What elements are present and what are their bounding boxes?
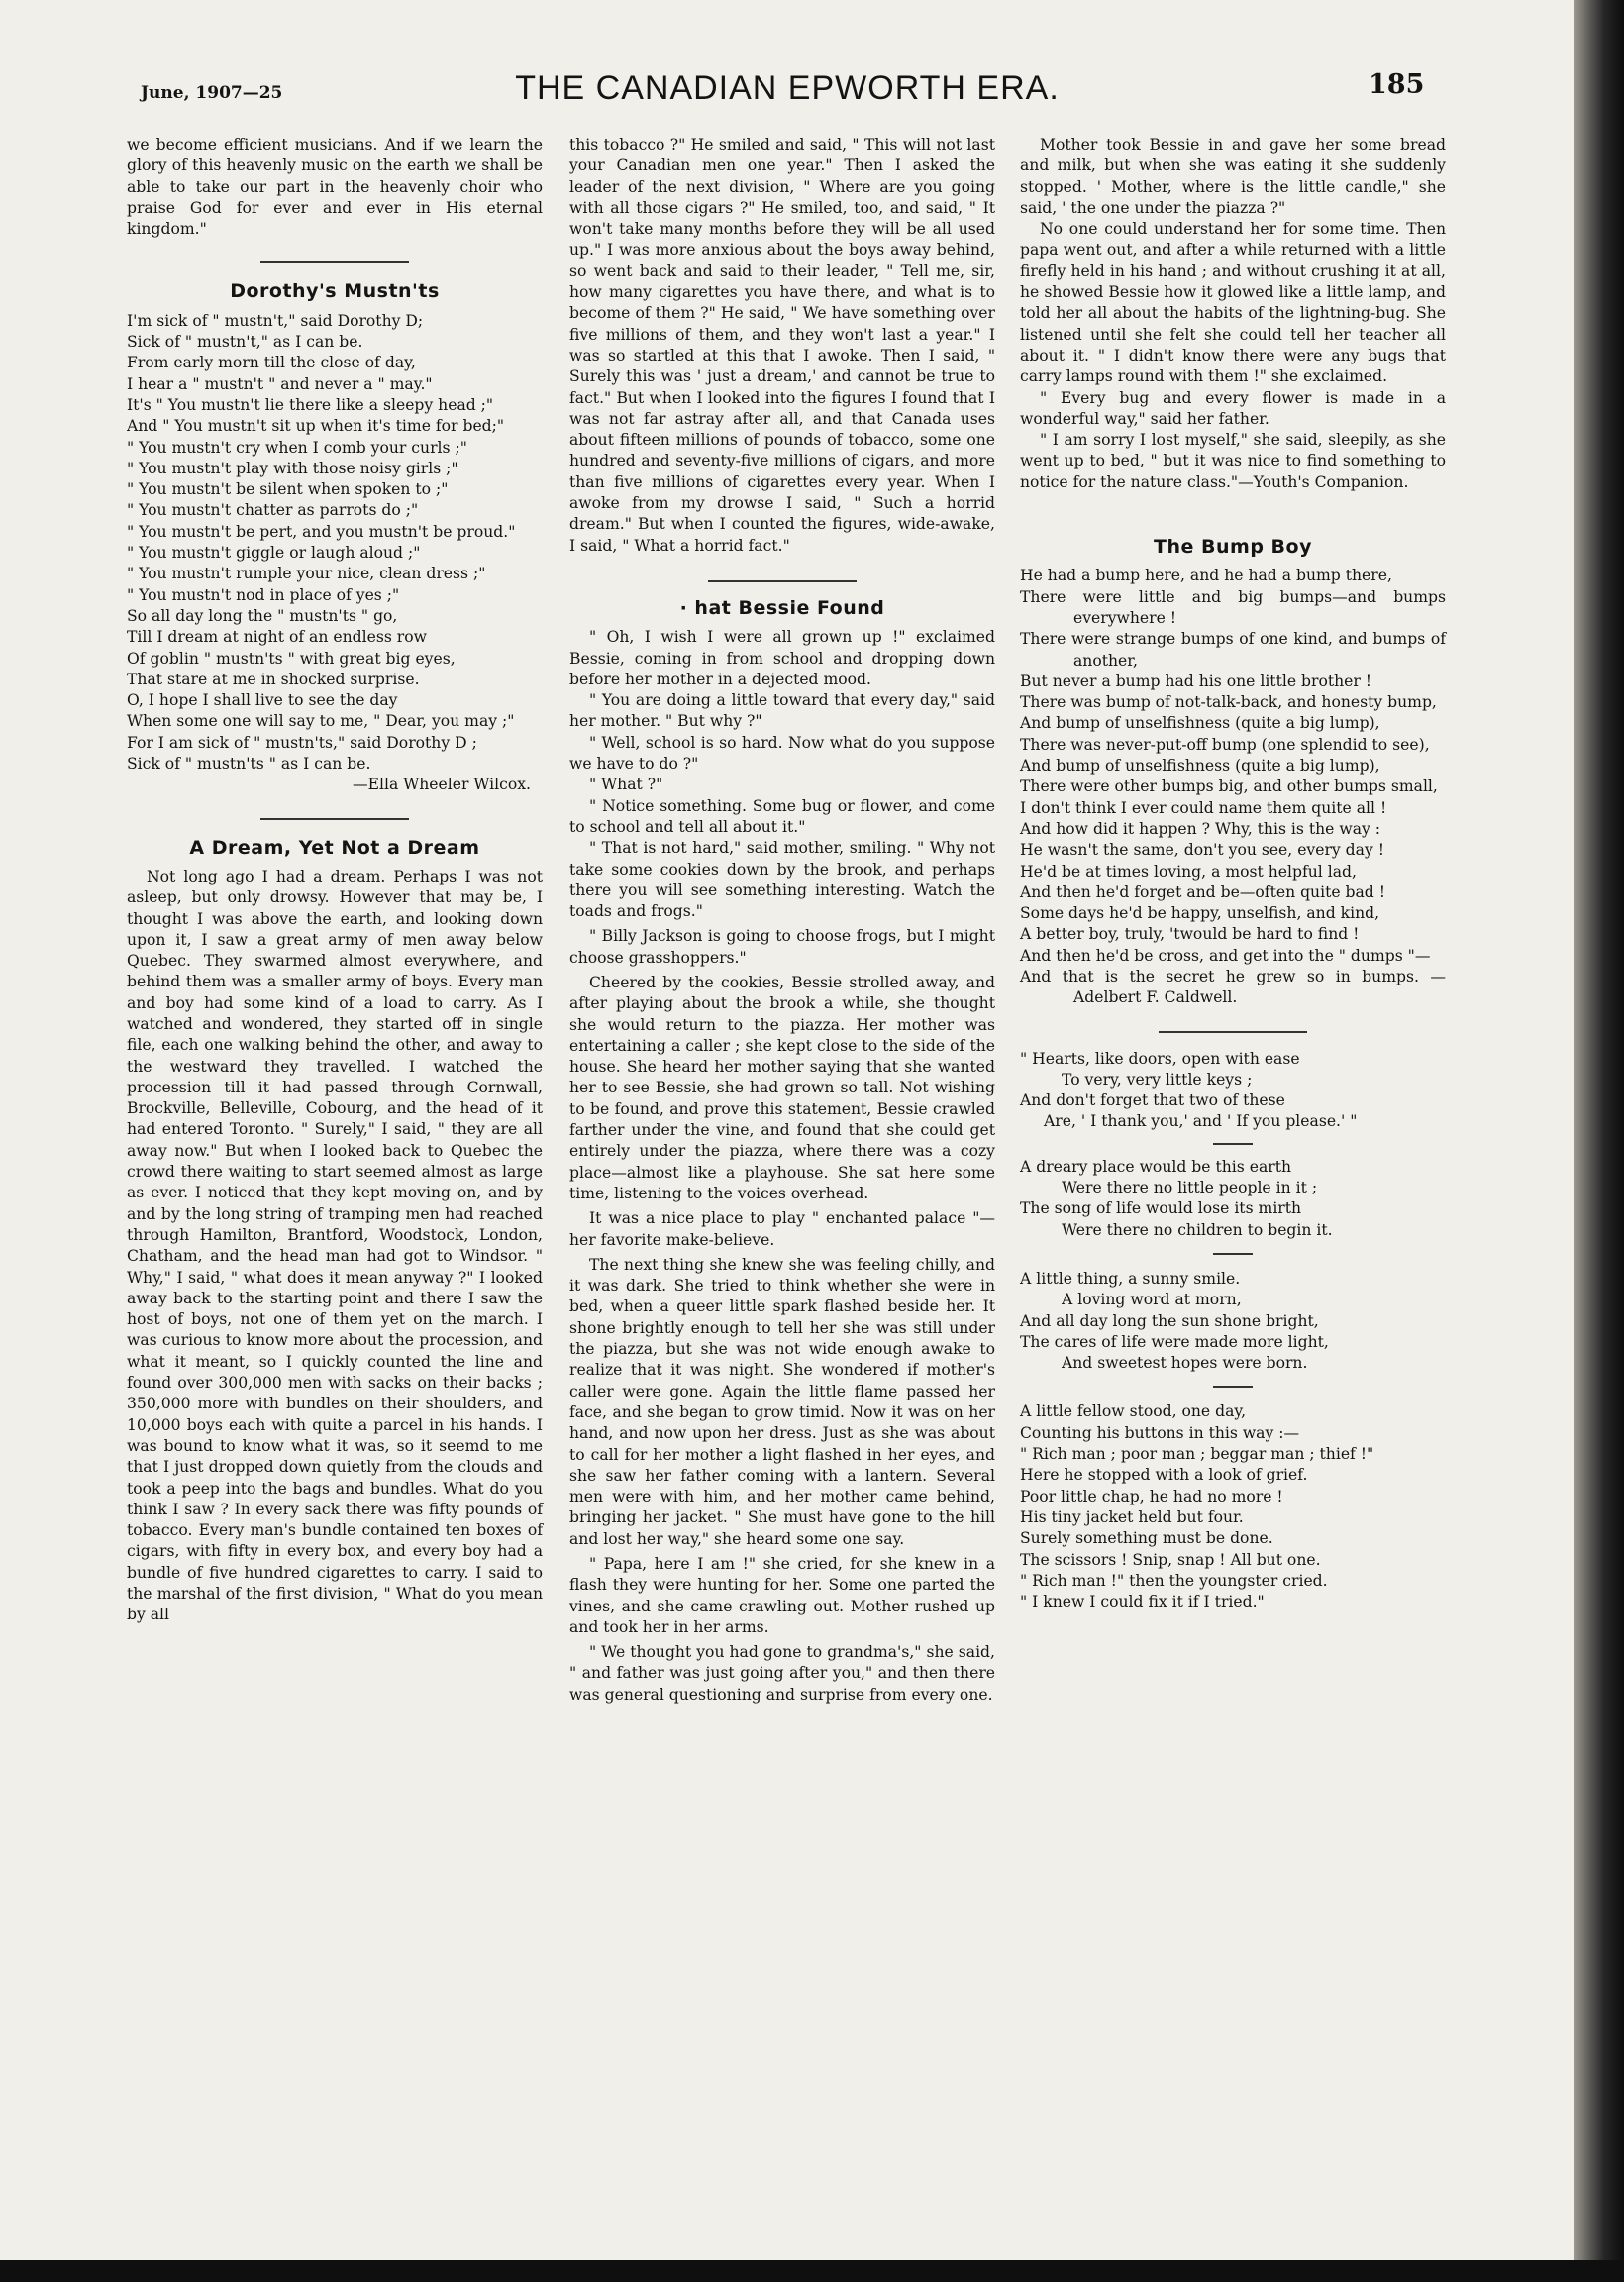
poem-line: " You mustn't cry when I comb your curls ;" <box>127 438 467 457</box>
paragraph: " I am sorry I lost myself," she said, sleepily, as she went up to bed, " but it was nice to find something to notice for the nature class."—Youth's Companion. <box>1020 431 1446 491</box>
poem-smile <box>1020 1269 1446 1374</box>
poem-line: There was bump of not-talk-back, and honesty bump, <box>1020 693 1437 712</box>
poem-line: It's " You mustn't lie there like a sleepy head ;" <box>127 395 494 414</box>
poem-line: He wasn't the same, don't you see, every day ! <box>1020 841 1384 860</box>
poem-line: Till I dream at night of an endless row <box>127 628 427 647</box>
poem-line: From early morn till the close of day, <box>127 354 416 372</box>
poem-line: There were little and big bumps—and bumps everywhere ! <box>1020 587 1446 627</box>
poem-line: Were there no children to begin it. <box>1062 1220 1333 1239</box>
paragraph: " Papa, here I am !" she cried, for she knew in a flash they were hunting for her. Some one parted the vines, and she came crawling out. Mother rushed up and took her in her arms. <box>569 1555 995 1636</box>
poem-line: A better boy, truly, 'twould be hard to find ! <box>1020 925 1360 944</box>
paragraph: " You are doing a little toward that every day," said her mother. " But why ?" <box>569 691 995 731</box>
poem-title-dorothy: Dorothy's Mustn'ts <box>230 280 440 303</box>
poem-line: Are, ' I thank you,' and ' If you please.' " <box>1044 1112 1358 1131</box>
poem-line: " You mustn't play with those noisy girls ;" <box>127 459 458 477</box>
poem-line: Poor little chap, he had no more ! <box>1020 1487 1283 1505</box>
poem-line: And bump of unselfishness (quite a big lump), <box>1020 757 1380 776</box>
poem-line: There were other bumps big, and other bumps small, <box>1020 778 1438 796</box>
poem-bump-boy <box>1020 566 1446 1008</box>
poem-line: I'm sick of " mustn't," said Dorothy D; <box>127 311 424 330</box>
poem-line: " You mustn't chatter as parrots do ;" <box>127 501 419 520</box>
poem-line: Sick of " mustn'ts " as I can be. <box>127 755 371 774</box>
poem-line: There was never-put-off bump (one splendid to see), <box>1020 735 1430 754</box>
poem-line: And bump of unselfishness (quite a big lump), <box>1020 714 1380 733</box>
poem-dorothy <box>127 311 543 776</box>
paragraph: " What ?" <box>589 776 663 794</box>
poem-line: That stare at me in shocked surprise. <box>127 670 420 688</box>
page-bottom-shadow <box>0 2260 1624 2282</box>
section-divider <box>260 818 409 820</box>
poem-hearts <box>1020 1049 1446 1133</box>
poem-line: There were strange bumps of one kind, and bumps of another, <box>1020 630 1446 670</box>
poem-line: " You mustn't giggle or laugh aloud ;" <box>127 544 421 563</box>
column-2 <box>569 135 995 1706</box>
issue-date: June, 1907—25 <box>141 83 283 103</box>
paragraph: " Oh, I wish I were all grown up !" exclaimed Bessie, coming in from school and dropping down before her mother in a dejected mood. <box>569 628 995 688</box>
article-body-bessie-continued <box>1020 135 1446 493</box>
poem-line: " I knew I could fix it if I tried." <box>1020 1593 1265 1611</box>
article-title-dream: A Dream, Yet Not a Dream <box>189 836 480 859</box>
article-intro-continuation: we become efficient musicians. And if we learn the glory of this heavenly music on the earth we shall be able to take our part in the heavenly choir who praise God for ever and ever in His eternal kingdom." <box>127 136 543 239</box>
article-body-dream-continued: this tobacco ?" He smiled and said, " This will not last your Canadian men one year." Then I asked the leader of the next division, " Where are you going with all those cigars ?" He smiled, too, and said, " It won't take many months before they will be all used up." I was more anxious about the boys away behind, so went back and said to their leader, " Tell me, sir, how many cigarettes you have there, and what is to become of them ?" He said, " We have something over five millions of them, and they won't last a year." I was so startled at this that I awoke. Then I said, " Surely this was ' just a dream,' and cannot be true to fact." But when I looked into the figures I found that I was not far astray after all, and that Canada uses about fifteen millions of pounds of tobacco, some one hundred and seventy-five millions of cigars, and more than five millions of cigarettes every year. When I awoke from my drowse I said, " Such a horrid dream." But when I counted the figures, wide-awake, I said, " What a horrid fact." <box>569 136 995 555</box>
poem-line: And then he'd be cross, and get into the " dumps "— <box>1020 946 1431 965</box>
poem-last-line: And that is the secret he grew so in bumps. <box>1020 967 1431 985</box>
paragraph: Cheered by the cookies, Bessie strolled away, and after playing about the brook a while, she thought she would return to the piazza. Her mother was entertaining a caller ; she kept close to the side of the house. She heard her mother saying that she wanted her to see Bessie, she had grown so tall. Not wishing to be found, and prove this statement, Bessie crawled farther under the vine, and found that she could get entirely under the piazza, where there was a cozy place—almost like a playhouse. She sat here some time, listening to the voices overhead. <box>569 973 995 1202</box>
poem-line: A loving word at morn, <box>1062 1291 1242 1309</box>
poem-line: Surely something must be done. <box>1020 1529 1273 1548</box>
poem-line: The cares of life were made more light, <box>1020 1332 1329 1351</box>
poem-line: So all day long the " mustn'ts " go, <box>127 606 398 625</box>
paragraph: " Billy Jackson is going to choose frogs, but I might choose grasshoppers." <box>569 927 995 967</box>
poem-little-fellow <box>1020 1401 1446 1612</box>
poem-line: Some days he'd be happy, unselfish, and kind, <box>1020 904 1380 923</box>
poem-line: Of goblin " mustn'ts " with great big eyes, <box>127 649 456 668</box>
poem-line: His tiny jacket held but four. <box>1020 1507 1244 1526</box>
poem-line: " Rich man ; poor man ; beggar man ; thief !" <box>1020 1445 1374 1464</box>
poem-line: When some one will say to me, " Dear, you may ;" <box>127 712 515 731</box>
poem-author-dorothy: —Ella Wheeler Wilcox. <box>353 776 531 794</box>
poem-line: And " You mustn't sit up when it's time for bed;" <box>127 417 505 436</box>
paragraph: " Notice something. Some bug or flower, and come to school and tell all about it." <box>569 796 995 836</box>
poem-line: Here he stopped with a look of grief. <box>1020 1466 1308 1485</box>
poem-line: " You mustn't be pert, and you mustn't be proud." <box>127 522 516 541</box>
section-divider <box>1213 1253 1253 1255</box>
poem-line: A little fellow stood, one day, <box>1020 1402 1247 1421</box>
poem-line: " You mustn't nod in place of yes ;" <box>127 585 400 604</box>
publication-title: THE CANADIAN EPWORTH ERA. <box>515 69 1060 107</box>
poem-line: But never a bump had his one little brother ! <box>1020 672 1372 690</box>
poem-line: And how did it happen ? Why, this is the way : <box>1020 819 1381 838</box>
article-body-dream: Not long ago I had a dream. Perhaps I was not asleep, but only drowsy. However that may be, I thought I was above the earth, and looking down upon it, I saw a great army of men away below Quebec. They swarmed almost everywhere, and behind them was a smaller army of boys. Every man and boy had some kind of a load to carry. As I watched and wondered, they started off in single file, each one walking behind the other, and away to the westward they travelled. I watched the procession till it had passed through Cornwall, Brockville, Belleville, Cobourg, and the head of it had entered Toronto. " Surely," I said, " they are all away now." But when I looked back to Quebec the crowd there waiting to start seemed almost as large as ever. I noticed that they kept moving on, and by and by the long string of tramping men had reached through Hamilton, Brantford, Woodstock, London, Chatham, and the head man had got to Windsor. " Why," I said, " what does it mean anyway ?" I looked away back to the starting point and there I saw the host of boys, not one of them yet on the march. I was curious to know more about the procession, and what it meant, so I quickly counted the line and found over 300,000 men with sacks on their backs ; 350,000 more with bundles on their shoulders, and 10,000 boys each with quite a parcel in his hands. I was bound to know what it was, so it seemd to me that I just dropped down quietly from the clouds and took a peep into the bags and bundles. What do you think I saw ? In every sack there was fifty pounds of tobacco. Every man's bundle contained ten boxes of cigars, with fifty in every box, and every boy had a bundle of five hundred cigarettes to carry. I said to the marshal of the first division, " What do you mean by all <box>127 867 543 1624</box>
poem-line: The scissors ! Snip, snap ! All but one. <box>1020 1550 1321 1569</box>
poem-line <box>1020 967 1446 1009</box>
paragraph: " We thought you had gone to grandma's," she said, " and father was just going after you," and then there was general questioning and surprise from every one. <box>569 1643 995 1704</box>
poem-line: And then he'd forget and be—often quite bad ! <box>1020 882 1386 901</box>
paragraph: It was a nice place to play " enchanted palace "—her favorite make-believe. <box>569 1209 995 1249</box>
book-spine-shadow <box>1574 0 1624 2282</box>
paragraph: " Every bug and every flower is made in a wonderful way," said her father. <box>1020 388 1446 428</box>
page-number: 185 <box>1369 69 1425 100</box>
poem-dreary <box>1020 1157 1446 1241</box>
poem-line: He had a bump here, and he had a bump there, <box>1020 567 1392 585</box>
poem-line: He'd be at times loving, a most helpful lad, <box>1020 862 1357 881</box>
section-divider <box>1159 1031 1307 1033</box>
poem-line: Counting his buttons in this way :— <box>1020 1423 1300 1442</box>
paragraph: " Well, school is so hard. Now what do you suppose we have to do ?" <box>569 733 995 774</box>
poem-line: And don't forget that two of these <box>1020 1091 1285 1110</box>
article-body-bessie <box>569 627 995 1706</box>
section-divider <box>1213 1386 1253 1388</box>
poem-line: A little thing, a sunny smile. <box>1020 1269 1241 1288</box>
paragraph: " That is not hard," said mother, smiling. " Why not take some cookies down by the brook, and perhaps there you will see something interesting. Watch the toads and frogs." <box>569 839 995 921</box>
section-divider <box>260 261 409 263</box>
poem-line: Were there no little people in it ; <box>1062 1179 1318 1197</box>
poem-author-bump-boy: —Adelbert F. Caldwell. <box>1073 967 1446 1007</box>
poem-line: I hear a " mustn't " and never a " may." <box>127 374 433 393</box>
section-divider <box>1213 1143 1253 1145</box>
poem-line: To very, very little keys ; <box>1062 1070 1253 1089</box>
poem-line: And all day long the sun shone bright, <box>1020 1311 1319 1330</box>
paragraph: No one could understand her for some time. Then papa went out, and after a while returned with a little firefly held in his hand ; and without crushing it at all, he showed Bessie how it glowed like a little lamp, and told her all about the habits of the lightning-bug. She listened until she felt she could tell her teacher all about it. " I didn't know there were any bugs that carry lamps round with them !" she exclaimed. <box>1020 220 1446 386</box>
paragraph: Mother took Bessie in and gave her some bread and milk, but when she was eating it she suddenly stopped. ' Mother, where is the little candle," she said, ' the one under the piazza ?" <box>1020 136 1446 217</box>
poem-title-bump-boy: The Bump Boy <box>1154 536 1312 559</box>
paragraph: The next thing she knew she was feeling chilly, and it was dark. She tried to think whether she were in bed, when a queer little spark flashed beside her. It shone brightly enough to tell her she was still under the piazza, but she was not wide enough awake to realize that it was night. She wondered if mother's caller were gone. Again the little flame passed her face, and she began to grow timid. Now it was on her hand, and now upon her dress. Just as she was about to call for her mother a light flashed in her eyes, and she saw her father coming with a lantern. Several men were with him, and her mother came behind, bringing her jacket. " She must have gone to the hill and lost her way," she heard some one say. <box>569 1255 995 1548</box>
poem-line: The song of life would lose its mirth <box>1020 1199 1302 1218</box>
poem-line: A dreary place would be this earth <box>1020 1157 1292 1176</box>
article-title-bessie: · hat Bessie Found <box>679 596 885 619</box>
poem-line: " You mustn't rumple your nice, clean dress ;" <box>127 565 486 583</box>
poem-line: " Rich man !" then the youngster cried. <box>1020 1571 1328 1590</box>
poem-line: " Hearts, like doors, open with ease <box>1020 1049 1300 1068</box>
section-divider <box>708 580 857 582</box>
poem-line: O, I hope I shall live to see the day <box>127 691 398 710</box>
poem-line: And sweetest hopes were born. <box>1062 1354 1308 1373</box>
poem-line: For I am sick of " mustn'ts," said Dorothy D ; <box>127 733 477 752</box>
poem-line: " You mustn't be silent when spoken to ;" <box>127 480 449 499</box>
column-1 <box>127 135 543 1626</box>
poem-line: I don't think I ever could name them quite all ! <box>1020 798 1387 817</box>
poem-line: Sick of " mustn't," as I can be. <box>127 333 363 352</box>
column-3 <box>1020 135 1446 1612</box>
